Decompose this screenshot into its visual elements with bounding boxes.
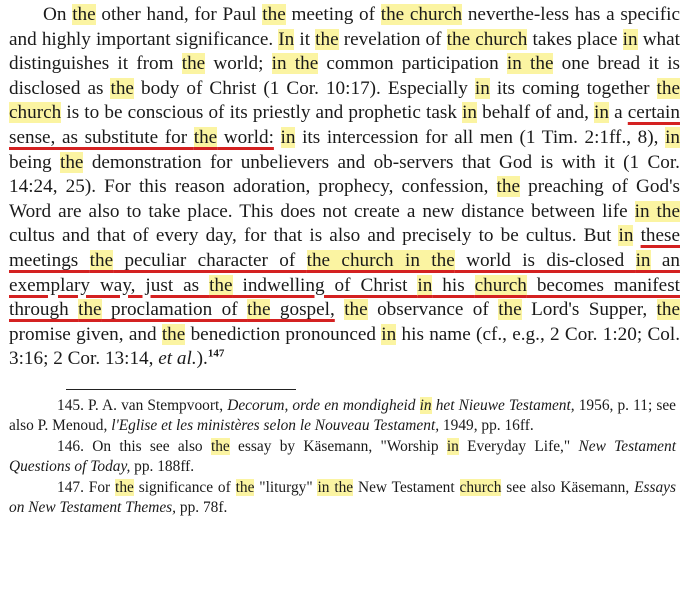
text-run: het Nieuwe Testament, [431, 396, 575, 414]
highlighted-text: in [594, 102, 609, 124]
highlighted-text: the [72, 4, 96, 25]
underlined-text: gospel, [270, 299, 335, 321]
text-run: see also Käsemann, [501, 478, 635, 496]
highlighted-text: the [110, 77, 134, 99]
text-run: l'Eglise et les ministères selon le Nouveau Testament, [111, 417, 440, 435]
text-run: 1949, pp. 16ff. [439, 417, 534, 435]
text-run: pp. 188ff. [130, 458, 195, 476]
highlighted-text: in [665, 126, 680, 148]
text-run: Decorum, orde en mondigheid [227, 396, 420, 414]
highlighted-underlined-text: the church in the [306, 249, 455, 271]
highlighted-text: the [210, 437, 230, 455]
highlighted-text: the [315, 28, 339, 50]
main-paragraph [9, 3, 680, 372]
underlined-text: indwelling of Christ [232, 274, 418, 296]
text-run: et al. [158, 348, 197, 370]
text-run: Essays on New Testament Themes, [9, 478, 676, 516]
text-run [633, 225, 640, 246]
text-run: 1956, p. 11; see also P. Menoud, [9, 396, 676, 435]
highlighted-underlined-text: in [635, 249, 651, 271]
text-run: body of Christ (1 Cor. 10:17). Especially [133, 77, 475, 99]
text-run: its intercession for all men (1 Tim. 2:1ff., 8), [295, 126, 666, 148]
text-run: 145. P. A. van Stempvoort, [57, 396, 228, 414]
footnote-145 [9, 396, 676, 437]
footnote-146 [9, 437, 676, 478]
text-run: New Testament Questions of Today, [9, 437, 676, 476]
text-run: significance of [133, 478, 236, 496]
text-run: neverthe-less has a specific and highly important significance. [9, 4, 680, 50]
text-run: Everyday Life," [458, 437, 579, 455]
text-run: being [9, 151, 60, 173]
highlighted-text: the [181, 53, 206, 75]
text-run: observance of [367, 299, 499, 321]
text-run: 147. For [57, 478, 116, 496]
underlined-text: world: [217, 126, 274, 148]
underlined-text: becomes manifest through [9, 274, 680, 321]
text-run: one bread it is disclosed as [9, 53, 680, 99]
text-run: revelation of [338, 28, 447, 50]
highlighted-text: in [381, 323, 397, 345]
highlighted-underlined-text: church [474, 274, 527, 296]
text-run: "liturgy" [254, 478, 318, 496]
text-run: New Testament [353, 478, 460, 496]
text-run [335, 299, 344, 320]
highlighted-underlined-text: the [193, 126, 218, 148]
footnote-divider [66, 389, 296, 390]
text-run: cultus and that of every day, for that is also and precisely to be cultus. But [9, 225, 619, 247]
highlighted-text: the [496, 176, 520, 198]
text-run [274, 127, 281, 148]
highlighted-text: in [462, 102, 478, 124]
highlighted-text: in [622, 28, 638, 50]
text-run: ). [196, 348, 208, 370]
text-run: its coming together [489, 77, 657, 99]
text-run: 146. On this see also [57, 437, 211, 455]
text-run: common participation [318, 53, 507, 75]
highlighted-text: in the [271, 53, 319, 75]
text-run: preaching of God's Word are also to take place. This does not create a new distance between life [9, 176, 680, 222]
footnotes-section [9, 396, 680, 518]
text-run: demonstration for unbelievers and ob-servers that God is with it (1 Cor. 14:24, 25). For this reason adoration, prophecy, confession, [9, 151, 680, 198]
highlighted-text: in the [634, 200, 680, 222]
text-run: essay by Käsemann, "Worship [229, 437, 447, 455]
highlighted-text: the [498, 299, 522, 321]
text-run: what distinguishes it from [9, 28, 680, 75]
text-run: his name (cf., e.g., 2 Cor. 1:20; Col. 3:16; 2 Cor. 13:14, [9, 323, 680, 370]
text-run: meeting of [285, 4, 381, 25]
text-run: a [608, 102, 628, 124]
highlighted-underlined-text: in [417, 274, 433, 296]
text-run: Lord's Supper, [521, 299, 657, 321]
highlighted-text: the church [446, 28, 528, 50]
text-run: promise given, and [9, 323, 162, 345]
highlighted-text: in the [317, 478, 354, 496]
highlighted-text: the [262, 4, 286, 25]
highlighted-text: in [446, 437, 459, 455]
text-run: it [294, 28, 316, 50]
text-run: takes place [527, 28, 623, 50]
text-run: other hand, for Paul [95, 4, 263, 25]
text-run: benediction pronounced [185, 323, 382, 345]
footnote-marker: 147 [207, 347, 225, 360]
underlined-text: these meetings [9, 225, 680, 271]
text-run: world; [205, 53, 272, 75]
highlighted-text: the [161, 323, 186, 345]
highlighted-text: the church [9, 77, 680, 124]
highlighted-text: the church [380, 4, 463, 25]
highlighted-underlined-text: the [89, 249, 114, 271]
highlighted-text: in [474, 77, 490, 99]
highlighted-text: in [618, 225, 634, 247]
text-run: behalf of and, [477, 102, 595, 124]
highlighted-underlined-text: the [78, 299, 102, 321]
highlighted-text: the [60, 151, 84, 173]
highlighted-text: in [280, 126, 296, 148]
highlighted-underlined-text: the [247, 299, 271, 321]
text-run: On [43, 4, 73, 25]
highlighted-underlined-text: the [209, 274, 233, 296]
text-run: pp. 78f. [176, 498, 228, 516]
underlined-text: proclamation of [101, 299, 248, 321]
underlined-text: world is dis-closed [454, 249, 636, 271]
highlighted-text: the [656, 299, 680, 321]
underlined-text: his [432, 274, 475, 296]
highlighted-text: In [278, 28, 295, 50]
text-run: is to be conscious of its priestly and prophetic task [61, 102, 463, 124]
highlighted-text: in the [506, 53, 554, 75]
highlighted-text: the [344, 299, 368, 321]
underlined-text: peculiar character of [113, 249, 307, 271]
highlighted-text: the [115, 478, 134, 496]
underlined-text: an exemplary way, just as [9, 249, 680, 296]
footnote-147 [9, 478, 676, 519]
highlighted-text: the [235, 478, 255, 496]
highlighted-text: in [419, 396, 432, 414]
highlighted-text: church [459, 478, 502, 496]
underlined-text: certain sense, as substitute for [9, 102, 680, 148]
